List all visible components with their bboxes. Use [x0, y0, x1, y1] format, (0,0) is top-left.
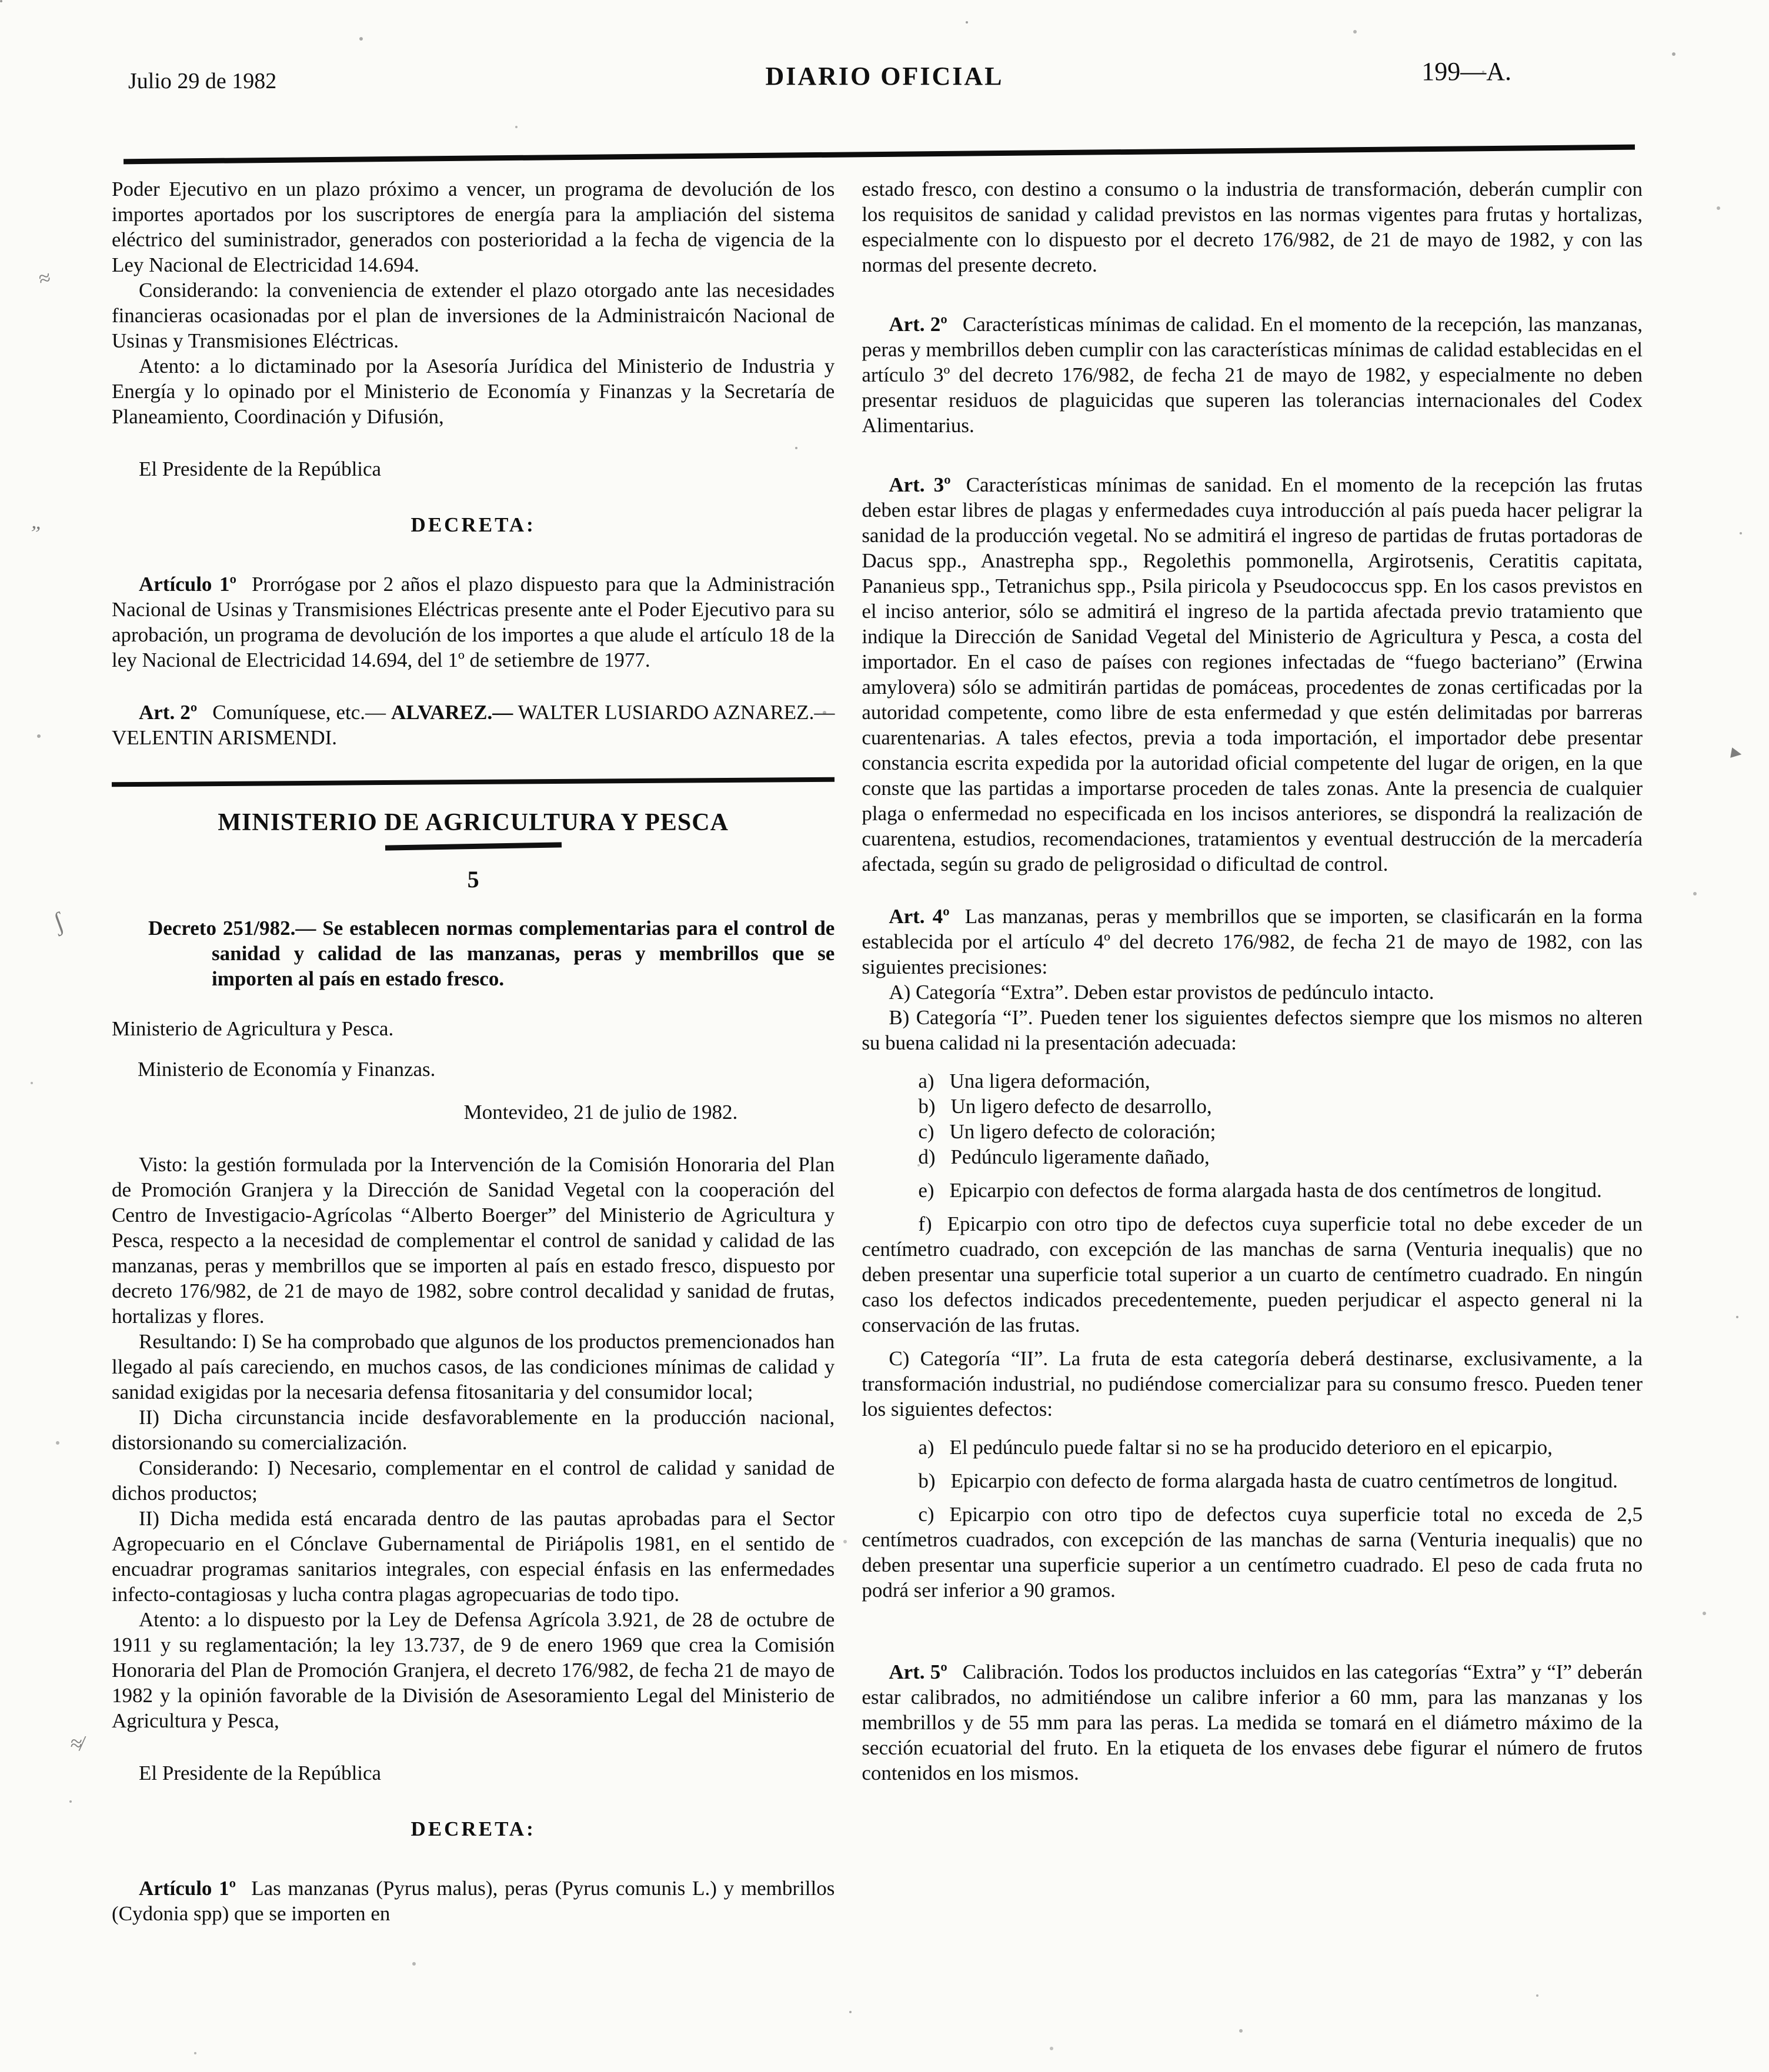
considerando-paragraph: Considerando: la conveniencia de extender el plazo otorgado ante las necesidades financieras ocasionadas por el plan de inversiones de la Administraicón Nacional de Usinas y Transmisiones Eléctricas. [112, 279, 835, 352]
electricity-refund-paragraph: Poder Ejecutivo en un plazo próximo a vencer, un programa de devolución de los importes aportados por los suscriptores de energía para la ampliación del sistema eléctrico del suministrador, generados con posterioridad a la fecha de vigencia de la Ley Nacional de Electricidad 14.694. [112, 178, 835, 276]
article-4-classification-label: Art. 4º [889, 905, 950, 928]
defect2-item-b-label: b) [918, 1469, 936, 1492]
defect-item-b-text: Un ligero defecto de desarrollo, [950, 1095, 1212, 1118]
article-2-quality-text: Características mínimas de calidad. En el momento de la recepción, las manzanas, peras y membrillos deben cumplir con las características mínimas de calidad establecidas en el artículo 3º del decreto 176/982, de fecha 21 de mayo de 1982, y especialmente no deben presentar residuos de plaguicidas que superen las tolerancias internacionales del Codex Alimentarius. [862, 313, 1643, 437]
resultando-2-paragraph: II) Dicha circunstancia incide desfavorablemente en la producción nacional, distorsionando su comercialización. [112, 1406, 835, 1454]
margin-mark-tick: ” [29, 521, 42, 546]
decree-251-article-1-label: Artículo 1º [139, 1877, 236, 1900]
margin-mark-squiggle-3: ≉ [69, 1731, 84, 1756]
issue-date: Julio 29 de 1982 [128, 69, 277, 93]
category-one-paragraph: B) Categoría “I”. Pueden tener los siguientes defectos siempre que los mismos no alteren su buena calidad ni la presentación adecuada: [862, 1006, 1643, 1054]
heading-underline-rule [385, 842, 562, 850]
defect2-item-c-text: Epicarpio con otro tipo de defectos cuya superficie total no exceda de 2,5 centímetros cuadrados, con excepción de las manchas de sarna (Venturia inequalis) que no deben presentar una superficie superior a un centímetro cuadrado. El peso de cada fruta no podrá ser inferior a 90 gramos. [862, 1503, 1643, 1602]
defect2-item-c [862, 1502, 1643, 1603]
place-date-line: Montevideo, 21 de julio de 1982. [463, 1101, 738, 1124]
article-1-text: Prorrógase por 2 años el plazo dispuesto para que la Administración Nacional de Usinas y Transmisiones Eléctricas presente ante el Poder Ejecutivo para su aprobación, un programa de devolución de los importes a que alude el artículo 18 de la ley Nacional de Electricidad 14.694, del 1º de setiembre de 1977. [112, 573, 835, 671]
resultando-1-paragraph: Resultando: I) Se ha comprobado que algunos de los productos premencionados han llegado al país careciendo, en muchos casos, de las condiciones mínimas de calidad y sanidad exigidas por la necesaria defensa fitosanitaria y del consumidor local; [112, 1330, 835, 1403]
defect-item-e [862, 1178, 1643, 1203]
defect2-item-a [862, 1435, 1643, 1460]
article-4-classification-paragraph [862, 904, 1643, 980]
defect-item-d [862, 1144, 1643, 1169]
margin-mark-squiggle-2: ʃ [49, 906, 68, 937]
president-line: El Presidente de la República [139, 457, 382, 480]
defect-item-f-text: Epicarpio con otro tipo de defectos cuya superficie total no debe exceder de un centímetro cuadrado, con excepción de las manchas de sarna (Venturia inequalis) que no deben presentar una superficie total superior a un cuarto de centímetro cuadrado. En ningún caso los defectos indicados precedentemente, pueden perjudicar el aspecto general ni la conservación de las frutas. [862, 1212, 1643, 1336]
atento-2-paragraph: Atento: a lo dispuesto por la Ley de Defensa Agrícola 3.921, de 28 de octubre de 1911 y su reglamentación; la ley 13.737, de 9 de enero 1969 que crea la Comisión Honoraria del Plan de Promoción Granjera, el decreto 176/982, de fecha 21 de mayo de 1982 y la opinión favorable de la División de Asesoramiento Legal del Ministerio de Agricultura y Pesca, [112, 1608, 835, 1732]
signature-alvarez: ALVAREZ.— [391, 701, 513, 724]
two-column-body [112, 176, 1643, 2072]
decree-title-text: Se establecen normas complementarias para el control de sanidad y calidad de las manzanas, peras y membrillos que se importen al país en estado fresco. [212, 917, 835, 990]
defect-item-b [862, 1094, 1643, 1119]
decree-number-label: Decreto 251/982.— [148, 917, 316, 940]
defect2-item-b [862, 1468, 1643, 1493]
article-2-text: Comuníquese, etc.— [212, 701, 386, 724]
considerando-1-paragraph: Considerando: I) Necesario, complementar en el control de calidad y sanidad de dichos productos; [112, 1456, 835, 1505]
category-one-defect-list [862, 1068, 1643, 1338]
decree-item-number: 5 [467, 866, 479, 893]
margin-mark-arrow: ▸ [1729, 739, 1744, 765]
defect-item-f [862, 1211, 1643, 1338]
article-2-signatures-paragraph [112, 700, 835, 750]
article-4-classification-text: Las manzanas, peras y membrillos que se importen, se clasificarán en la forma establecida por el artículo 4º del decreto 176/982, de fecha 21 de mayo de 1982, con las siguientes precisiones: [862, 905, 1643, 978]
defect-item-d-label: d) [918, 1145, 936, 1168]
defect2-item-a-label: a) [918, 1436, 934, 1459]
president-line-2: El Presidente de la República [139, 1762, 382, 1784]
defect-item-f-label: f) [918, 1212, 932, 1235]
page-header [0, 0, 1769, 176]
category-extra-paragraph: A) Categoría “Extra”. Deben estar provistos de pedúnculo intacto. [889, 981, 1434, 1004]
defect2-item-a-text: El pedúnculo puede faltar si no se ha producido deterioro en el epicarpio, [949, 1436, 1553, 1459]
ministry-agriculture-line: Ministerio de Agricultura y Pesca. [112, 1017, 394, 1040]
defect-item-a-label: a) [918, 1070, 934, 1092]
decreta-heading-2: DECRETA: [410, 1817, 536, 1840]
article-3-sanity-paragraph [862, 472, 1643, 877]
decree-251-article-1-paragraph [112, 1876, 835, 1926]
article-5-calibration-paragraph [862, 1659, 1643, 1786]
defect-item-c-text: Un ligero defecto de coloración; [949, 1120, 1216, 1143]
ministry-economy-line: Ministerio de Economía y Finanzas. [138, 1058, 436, 1081]
article-2-quality-paragraph [862, 312, 1643, 438]
signature-ministers: WALTER LUSIARDO AZNAREZ.— VELENTIN ARISMENDI. [112, 701, 835, 749]
article-3-sanity-text: Características mínimas de sanidad. En el momento de la recepción las frutas deben estar libres de plagas y enfermedades cuya introducción al país pueda hacer peligrar la sanidad de la producción vegetal. No se admitirá el ingreso de partidas de frutas portadoras de Dacus spp., Anastrepha spp., Regolethis pommonella, Argirotsenis, Ceratitis capitata, Pananieus spp., Tetranichus spp., Psila piricola y Pseudococcus spp. En los casos previstos en el inciso anterior, sólo se admitirá el ingreso de la partida afectada previo tratamiento que indique la Dirección de Sanidad Vegetal del Ministerio de Agricultura y Pesca, a costa del importador. En el caso de países con regiones infectadas de “fuego bacteriano” (Erwina amylovera) sólo se admitirán partidas de pomáceas, procedentes de zonas certificadas por la autoridad competente, como libre de esta enfermedad y que estén delimitadas por barreras cuarentenarias. A tales efectos, previa a toda importación, el importador debe presentar constancia escrita expedida por la autoridad oficial competente del lugar de origen, en la que conste que las partidas a importarse proceden de tales zonas. Ante la presencia de cualquier plaga o enfermedad no especificada en los incisos anteriores, se dispondrá la realización de cuarentena, estudios, recomendaciones, tratamientos y eventual destrucción de la mercadería afectada, según su grado de peligrosidad o dificultad de control. [862, 473, 1643, 875]
defect-item-b-label: b) [918, 1095, 936, 1118]
article-2-label: Art. 2º [139, 701, 198, 724]
considerando-2-paragraph: II) Dicha medida está encarada dentro de las pautas aprobadas para el Sector Agropecuario en el Cónclave Gubernamental de Piriápolis 1981, en el sentido de encuadrar programas sanitarios integrales, con especial énfasis en las enfermedades infecto-contagiosas y lucha contra plagas agropecuarias de todo tipo. [112, 1507, 835, 1606]
article-2-quality-label: Art. 2º [889, 313, 947, 336]
page-number: 199—A. [1421, 57, 1511, 86]
defect2-item-c-label: c) [918, 1503, 934, 1526]
defect-item-d-text: Pedúnculo ligeramente dañado, [950, 1145, 1210, 1168]
defect-item-a-text: Una ligera deformación, [949, 1070, 1150, 1092]
defect-item-c-label: c) [918, 1120, 934, 1143]
defect2-item-b-text: Epicarpio con defecto de forma alargada hasta de cuatro centímetros de longitud. [950, 1469, 1618, 1492]
defect-item-e-label: e) [918, 1179, 934, 1202]
ministry-section-heading: MINISTERIO DE AGRICULTURA Y PESCA [218, 809, 729, 836]
defect-item-c [862, 1119, 1643, 1144]
decree-title-paragraph [112, 915, 835, 991]
article-5-calibration-text: Calibración. Todos los productos incluidos en las categorías “Extra” y “I” deberán estar calibrados, no admitiéndose un calibre inferior a 60 mm, para las manzanas y los membrillos y de 55 mm para las peras. La medida se tomará en el diámetro máximo de la sección ecuatorial del fruto. En la etiqueta de los envases debe figurar el número de frutos contenidos en los mismos. [862, 1660, 1643, 1784]
margin-mark-squiggle-1: ≈ [36, 265, 53, 291]
section-divider-rule [112, 777, 835, 787]
left-column [112, 176, 835, 2072]
right-column [862, 176, 1643, 2072]
article-3-sanity-label: Art. 3º [889, 473, 951, 496]
article-1-continuation-paragraph: estado fresco, con destino a consumo o la industria de transformación, deberán cumplir con los requisitos de sanidad y calidad previstos en las normas vigentes para frutas y hortalizas, especialmente con lo dispuesto por el decreto 176/982, de 21 de mayo de 1982, y con las normas del presente decreto. [862, 178, 1643, 276]
atento-paragraph: Atento: a lo dictaminado por la Asesoría Jurídica del Ministerio de Industria y Energía y lo opinado por el Ministerio de Economía y Finanzas y la Secretaría de Planeamiento, Coordinación y Difusión, [112, 355, 835, 428]
decree-251-article-1-text: Las manzanas (Pyrus malus), peras (Pyrus comunis L.) y membrillos (Cydonia spp) que se importen en [112, 1877, 835, 1925]
article-5-calibration-label: Art. 5º [889, 1660, 947, 1683]
defect-item-a [862, 1068, 1643, 1094]
header-rule [124, 145, 1635, 165]
article-1-label: Artículo 1º [139, 573, 237, 596]
article-1-paragraph [112, 572, 835, 673]
decreta-heading: DECRETA: [410, 513, 536, 536]
newspaper-title: DIARIO OFICIAL [765, 62, 1004, 91]
defect-item-e-text: Epicarpio con defectos de forma alargada hasta de dos centímetros de longitud. [949, 1179, 1602, 1202]
category-two-defect-list [862, 1435, 1643, 1603]
category-two-paragraph: C) Categoría “II”. La fruta de esta categoría deberá destinarse, exclusivamente, a la transformación industrial, no pudiéndose comercializar para su consumo fresco. Pueden tener los siguientes defectos: [862, 1347, 1643, 1421]
visto-paragraph: Visto: la gestión formulada por la Intervención de la Comisión Honoraria del Plan de Promoción Granjera y la Dirección de Sanidad Vegetal con la cooperación del Centro de Investigacio-Agrícolas “Alberto Boerger” del Ministerio de Agricultura y Pesca, respecto a la necesidad de complementar el control de sanidad y calidad de las manzanas, peras y membrillos que se importen al país en estado fresco, dispuesto por decreto 176/982, de 21 de mayo de 1982, sobre control decalidad y sanidad de frutas, hortalizas y flores. [112, 1153, 835, 1328]
